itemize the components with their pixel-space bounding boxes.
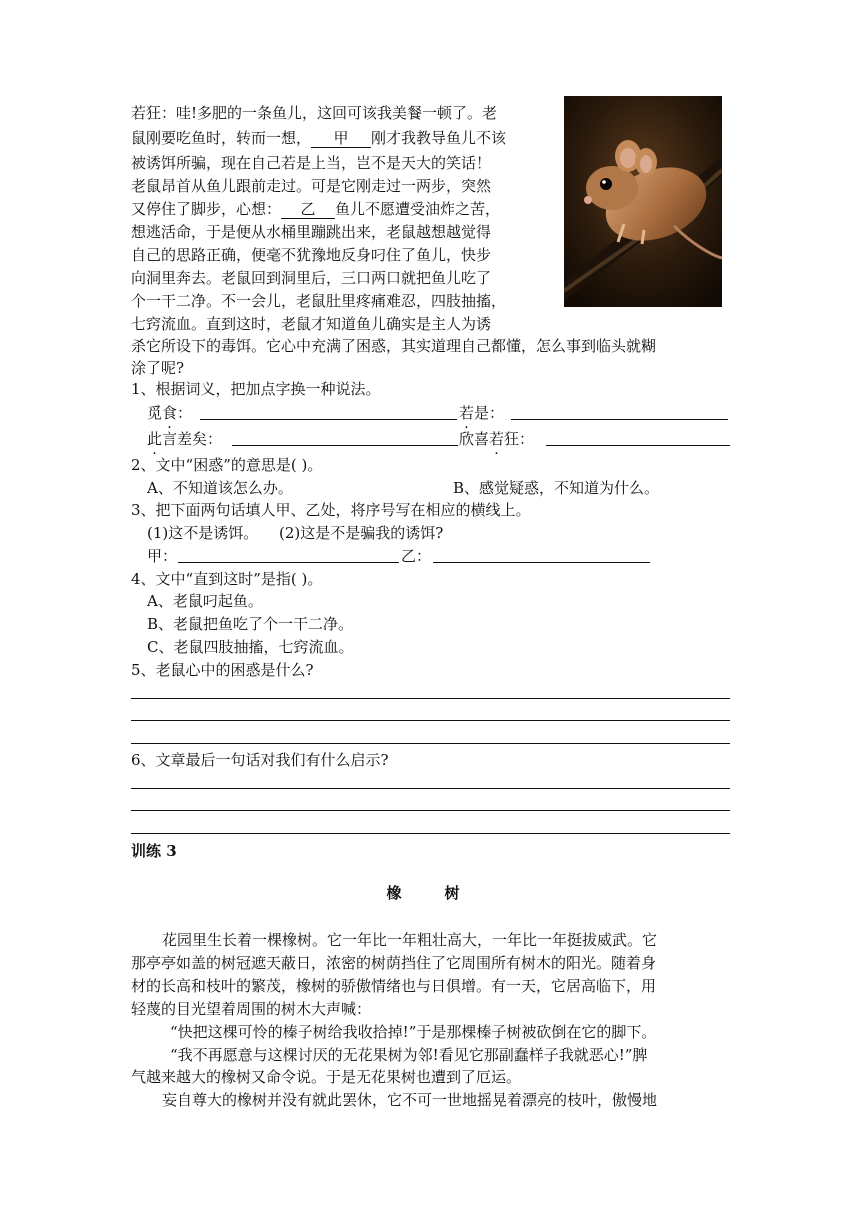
question-2-stem: 2、文中“困惑”的意思是( )。 <box>131 456 323 474</box>
q6-answer-line[interactable] <box>131 788 730 789</box>
q5-answer-line[interactable] <box>131 698 730 699</box>
question-4-stem: 4、文中“直到这时”是指( )。 <box>131 570 323 588</box>
q3-jia-answer-line[interactable] <box>178 562 399 563</box>
q3-yi-answer-line[interactable] <box>433 562 650 563</box>
q4-option-c: C、老鼠四肢抽搐，七窍流血。 <box>147 638 354 656</box>
q6-answer-line[interactable] <box>131 833 730 834</box>
q3-sentence-2: (2)这是不是骗我的诱饵? <box>279 524 444 542</box>
passage-line: 花园里生长着一棵橡树。它一年比一年粗壮高大，一年比一年挺拔威武。它 <box>162 931 658 949</box>
q5-answer-line[interactable] <box>131 720 730 721</box>
passage-line: 那亭亭如盖的树冠遮天蔽日，浓密的树荫挡住了它周围所有树木的阳光。随着身 <box>131 954 657 972</box>
q3-sentence-1: (1)这不是诱饵。 <box>147 524 259 542</box>
q1-answer-line-1[interactable] <box>200 419 457 420</box>
q3-yi-label: 乙： <box>401 547 432 565</box>
passage-line: 妄自尊大的橡树并没有就此罢休，它不可一世地摇晃着漂亮的枝叶，傲慢地 <box>162 1091 658 1109</box>
q1-item-4: 欣喜若狂： <box>459 430 535 448</box>
passage-line: “快把这棵可怜的榛子树给我收拾掉!”于是那棵榛子树被砍倒在它的脚下。 <box>170 1023 657 1041</box>
q1-item-2: 若是： <box>459 404 505 422</box>
q6-answer-line[interactable] <box>131 810 730 811</box>
passage-line: 鼠刚要吃鱼时，转而一想， 甲 刚才我教导鱼儿不该 <box>131 129 507 147</box>
question-3-stem: 3、把下面两句话填人甲、乙处，将序号写在相应的横线上。 <box>131 501 531 519</box>
passage-title: 橡 树 <box>386 884 474 902</box>
question-6-stem: 6、文章最后一句话对我们有什么启示? <box>131 751 389 769</box>
q1-answer-line-2[interactable] <box>511 419 728 420</box>
passage-line: 若狂：哇!多肥的一条鱼儿，这回可该我美餐一顿了。老 <box>131 104 498 122</box>
passage-line: “我不再愿意与这棵讨厌的无花果树为邻!看见它那副蠢样子我就恶心!”脾 <box>170 1046 648 1064</box>
section-heading: 训练 3 <box>131 842 177 860</box>
passage-line: 向洞里奔去。老鼠回到洞里后，三口两口就把鱼儿吃了 <box>131 269 492 287</box>
passage-line: 想逃活命，于是便从水桶里蹦跳出来，老鼠越想越觉得 <box>131 223 492 241</box>
passage-line: 被诱饵所骗，现在自己若是上当，岂不是天大的笑话！ <box>131 154 492 172</box>
question-5-stem: 5、老鼠心中的困惑是什么? <box>131 661 314 679</box>
q1-item-3: 此言差矣： <box>147 430 223 448</box>
q2-option-b: B、感觉疑惑，不知道为什么。 <box>453 479 660 497</box>
q4-option-b: B、老鼠把鱼吃了个一干二净。 <box>147 615 354 633</box>
passage-line: 材的长高和枝叶的繁茂，橡树的骄傲情绪也与日俱增。有一天，它居高临下，用 <box>131 977 657 995</box>
q4-option-a: A、老鼠叼起鱼。 <box>147 592 263 610</box>
q5-answer-line[interactable] <box>131 743 730 744</box>
passage-line: 老鼠昂首从鱼儿跟前走过。可是它刚走过一两步，突然 <box>131 177 492 195</box>
question-1-stem: 1、根据词义，把加点字换一种说法。 <box>131 380 381 398</box>
passage-line: 轻蔑的目光望着周围的树木大声喊： <box>131 1000 372 1018</box>
blank-jia: 甲 <box>311 129 371 148</box>
q1-answer-line-4[interactable] <box>546 445 730 446</box>
passage-line: 七窍流血。直到这时，老鼠才知道鱼儿确实是主人为诱 <box>131 315 492 333</box>
mouse-photo-icon <box>564 96 722 307</box>
q1-answer-line-3[interactable] <box>232 445 458 446</box>
q2-option-a: A、不知道该怎么办。 <box>147 479 293 497</box>
passage-line: 气越来越大的橡树又命令说。于是无花果树也遭到了厄运。 <box>131 1068 522 1086</box>
passage-line: 又停住了脚步，心想： 乙 鱼儿不愿遭受油炸之苦， <box>131 200 501 218</box>
blank-yi: 乙 <box>281 200 335 219</box>
q3-jia-label: 甲： <box>147 547 178 565</box>
passage-line: 涂了呢? <box>131 359 185 377</box>
passage-line: 个一干二净。不一会儿，老鼠肚里疼痛难忍，四肢抽搐， <box>131 292 507 310</box>
q1-item-1: 觅食： <box>147 404 193 422</box>
passage-line: 杀它所设下的毒饵。它心中充满了困惑，其实道理自己都懂，怎么事到临头就糊 <box>131 337 657 355</box>
passage-line: 自己的思路正确，便毫不犹豫地反身叼住了鱼儿，快步 <box>131 246 492 264</box>
